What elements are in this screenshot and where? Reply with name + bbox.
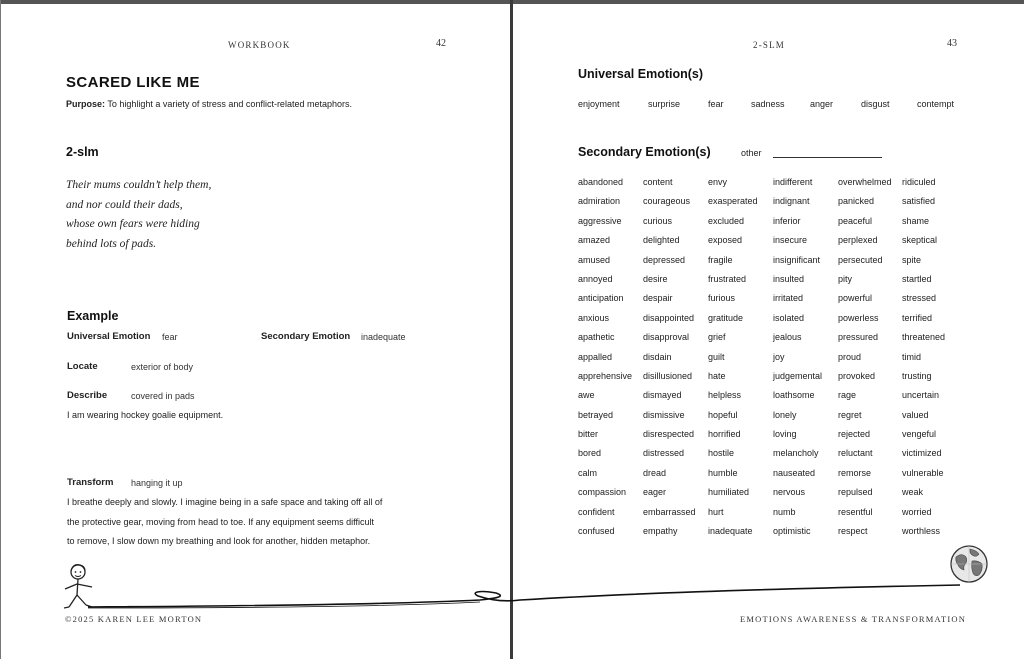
- secondary-emotions-column: [838, 177, 892, 545]
- secondary-emotion-item: indignant: [773, 196, 810, 207]
- secondary-emotion-item: skeptical: [902, 235, 938, 246]
- secondary-emotions-column: [708, 177, 758, 545]
- secondary-emotion-item: humiliated: [708, 487, 750, 498]
- secondary-emotion-item: pity: [838, 273, 853, 284]
- secondary-emotion-item: stressed: [902, 293, 937, 304]
- secondary-emotion-item: admiration: [578, 196, 621, 207]
- describe-text: I am wearing hockey goalie equipment.: [67, 410, 224, 420]
- poem-line: behind lots of pads.: [66, 237, 157, 250]
- secondary-emotion-item: victimized: [902, 448, 942, 459]
- secondary-emotion-item: resentful: [838, 506, 873, 517]
- secondary-emotion-item: eager: [643, 487, 667, 498]
- secondary-emotion-item: exasperated: [708, 196, 758, 207]
- secondary-emotion-item: confident: [578, 506, 615, 517]
- secondary-emotion-item: embarrassed: [643, 506, 696, 517]
- secondary-emotion-item: reluctant: [838, 448, 873, 459]
- secondary-emotion-item: panicked: [838, 196, 875, 207]
- secondary-emotion-item: trusting: [902, 370, 932, 381]
- secondary-emotion-item: dismissive: [643, 409, 685, 420]
- secondary-emotion-item: hopeful: [708, 409, 738, 420]
- secondary-emotion-item: apprehensive: [578, 370, 633, 381]
- universal-emotions-row: [578, 99, 978, 111]
- secondary-emotion-item: powerful: [838, 293, 873, 304]
- secondary-emotion-item: aggressive: [578, 215, 622, 226]
- universal-emotion: contempt: [917, 99, 955, 109]
- secondary-emotion-item: joy: [773, 351, 785, 362]
- secondary-emotion-item: isolated: [773, 312, 805, 323]
- secondary-emotion-item: disrespected: [643, 429, 695, 440]
- transform-text-line: the protective gear, moving from head to toe. If any equipment seems difficult: [67, 517, 375, 527]
- secondary-emotion-item: betrayed: [578, 409, 614, 420]
- example-heading: Example: [67, 309, 119, 323]
- secondary-emotion-item: rage: [838, 390, 857, 401]
- secondary-emotion-item: inadequate: [708, 526, 753, 537]
- universal-emotion-label: Universal Emotion: [67, 331, 151, 342]
- secondary-emotion-item: furious: [708, 293, 736, 304]
- secondary-emotion-item: anticipation: [578, 293, 624, 304]
- secondary-emotions-column: [643, 177, 696, 545]
- poem-line: and nor could their dads,: [66, 198, 183, 211]
- secondary-emotion-item: excluded: [708, 215, 745, 226]
- universal-emotion: disgust: [861, 99, 890, 109]
- secondary-emotion-item: numb: [773, 506, 796, 517]
- secondary-emotions-column: [578, 177, 632, 545]
- secondary-emotion-item: horrified: [708, 429, 741, 440]
- other-label: other: [741, 148, 762, 158]
- secondary-emotion-item: anxious: [578, 312, 610, 323]
- secondary-emotion-item: proud: [838, 351, 862, 362]
- secondary-emotion-item: hurt: [708, 506, 724, 517]
- secondary-emotion-item: powerless: [838, 312, 879, 323]
- secondary-emotion-item: timid: [902, 351, 922, 362]
- secondary-emotion-item: vengeful: [902, 429, 937, 440]
- poem-line: Their mums couldn’t help them,: [66, 179, 212, 191]
- secondary-emotion-item: frustrated: [708, 273, 747, 284]
- secondary-emotion-item: despair: [643, 293, 673, 304]
- secondary-emotion-item: rejected: [838, 429, 871, 440]
- secondary-emotion-item: nauseated: [773, 467, 816, 478]
- secondary-emotion-item: pressured: [838, 332, 879, 343]
- secondary-emotion-item: ridiculed: [902, 177, 936, 187]
- secondary-emotion-item: jealous: [773, 332, 802, 343]
- secondary-emotion-label: Secondary Emotion: [261, 331, 351, 342]
- secondary-emotion-item: regret: [838, 409, 862, 420]
- secondary-emotion-item: content: [643, 177, 673, 187]
- other-write-in-line: [773, 157, 882, 158]
- locate-label: Locate: [67, 361, 98, 372]
- secondary-emotion-item: spite: [902, 254, 922, 265]
- secondary-emotion-item: hate: [708, 370, 726, 381]
- globe-icon: [948, 543, 990, 585]
- secondary-emotion-item: valued: [902, 409, 929, 420]
- secondary-emotion-item: peaceful: [838, 215, 873, 226]
- secondary-emotion-item: insecure: [773, 235, 808, 246]
- secondary-emotion-item: disapproval: [643, 332, 690, 343]
- secondary-emotion-item: amazed: [578, 235, 611, 246]
- secondary-emotion-item: envy: [708, 177, 728, 187]
- secondary-emotion-item: indifferent: [773, 177, 813, 187]
- secondary-emotion-item: abandoned: [578, 177, 624, 187]
- universal-emotion: enjoyment: [578, 99, 620, 109]
- secondary-emotion-item: disdain: [643, 351, 672, 362]
- right-running-head: 2-SLM: [753, 40, 786, 50]
- secondary-emotion-item: dismayed: [643, 390, 682, 401]
- secondary-emotion-item: remorse: [838, 467, 872, 478]
- secondary-emotion-item: insignificant: [773, 254, 821, 265]
- secondary-emotion-item: dread: [643, 467, 667, 478]
- transform-label: Transform: [67, 477, 114, 488]
- secondary-emotion-item: depressed: [643, 254, 686, 265]
- left-page-number: 42: [436, 38, 446, 49]
- secondary-emotion-item: curious: [643, 215, 673, 226]
- secondary-emotion-item: vulnerable: [902, 467, 944, 478]
- page-title: SCARED LIKE ME: [66, 74, 200, 91]
- secondary-emotion-item: perplexed: [838, 235, 878, 246]
- secondary-emotion-item: bitter: [578, 429, 599, 440]
- universal-emotion: fear: [708, 99, 724, 109]
- describe-value: covered in pads: [131, 391, 195, 401]
- universal-emotion: surprise: [648, 99, 681, 109]
- secondary-emotion-item: judgemental: [773, 370, 823, 381]
- secondary-emotion-item: guilt: [708, 351, 725, 362]
- secondary-emotion-item: humble: [708, 467, 738, 478]
- secondary-emotion-item: disillusioned: [643, 370, 693, 381]
- secondary-emotion-item: delighted: [643, 235, 680, 246]
- secondary-emotion-item: desire: [643, 273, 668, 284]
- secondary-emotion-item: satisfied: [902, 196, 936, 207]
- secondary-emotion-item: inferior: [773, 215, 801, 226]
- purpose-text: To highlight a variety of stress and conflict-related metaphors.: [107, 99, 352, 109]
- secondary-emotion-item: repulsed: [838, 487, 873, 498]
- universal-emotion-value: fear: [162, 332, 178, 342]
- secondary-emotion-item: distressed: [643, 448, 685, 459]
- secondary-emotion-item: gratitude: [708, 312, 744, 323]
- code-heading: 2-slm: [66, 145, 99, 159]
- universal-emotion: sadness: [751, 99, 785, 109]
- secondary-emotion-item: insulted: [773, 273, 805, 284]
- secondary-emotion-item: respect: [838, 526, 868, 537]
- secondary-emotion-item: weak: [902, 487, 924, 498]
- transform-value: hanging it up: [131, 478, 183, 488]
- secondary-emotion-item: nervous: [773, 487, 806, 498]
- secondary-emotion-item: bored: [578, 448, 602, 459]
- secondary-emotion-item: loving: [773, 429, 797, 440]
- secondary-emotion-item: appalled: [578, 351, 613, 362]
- secondary-emotion-item: worthless: [902, 526, 941, 537]
- secondary-emotion-item: grief: [708, 332, 726, 343]
- secondary-emotions-column: [902, 177, 945, 545]
- secondary-emotions-column: [773, 177, 822, 545]
- secondary-emotion-item: courageous: [643, 196, 691, 207]
- secondary-emotion-item: apathetic: [578, 332, 615, 343]
- purpose-label: Purpose:: [66, 99, 106, 109]
- secondary-emotion-item: amused: [578, 254, 611, 265]
- secondary-emotion-item: melancholy: [773, 448, 819, 459]
- locate-value: exterior of body: [131, 362, 194, 372]
- poem-line: whose own fears were hiding: [66, 218, 200, 230]
- describe-label: Describe: [67, 390, 108, 401]
- secondary-emotion-item: irritated: [773, 293, 804, 304]
- secondary-emotion-item: startled: [902, 273, 932, 284]
- secondary-emotion-item: fragile: [708, 254, 733, 265]
- transform-text-line: I breathe deeply and slowly. I imagine being in a safe space and taking off all of: [67, 497, 383, 507]
- left-running-head: WORKBOOK: [228, 40, 291, 50]
- universal-emotions-heading: Universal Emotion(s): [578, 67, 704, 81]
- secondary-emotion-item: confused: [578, 526, 615, 537]
- secondary-emotion-item: threatened: [902, 332, 946, 343]
- secondary-emotion-item: empathy: [643, 526, 678, 537]
- secondary-emotion-item: exposed: [708, 235, 743, 246]
- right-page-number: 43: [947, 38, 957, 49]
- secondary-emotion-value: inadequate: [361, 332, 406, 342]
- secondary-emotion-item: annoyed: [578, 273, 613, 284]
- secondary-emotion-item: overwhelmed: [838, 177, 892, 187]
- secondary-emotion-item: persecuted: [838, 254, 883, 265]
- secondary-emotion-item: shame: [902, 215, 930, 226]
- secondary-emotion-item: provoked: [838, 370, 876, 381]
- secondary-emotion-item: calm: [578, 467, 598, 478]
- secondary-emotion-item: compassion: [578, 487, 627, 498]
- secondary-emotion-item: helpless: [708, 390, 742, 401]
- secondary-emotion-item: optimistic: [773, 526, 811, 537]
- right-footer: EMOTIONS AWARENESS & TRANSFORMATION: [740, 614, 967, 624]
- secondary-emotion-item: loathsome: [773, 390, 815, 401]
- universal-emotion: anger: [810, 99, 834, 109]
- secondary-emotion-item: awe: [578, 390, 595, 401]
- secondary-emotion-item: lonely: [773, 409, 797, 420]
- secondary-emotion-item: disappointed: [643, 312, 695, 323]
- transform-text-line: to remove, I slow down my breathing and look for another, hidden metaphor.: [67, 536, 371, 546]
- secondary-emotions-heading: Secondary Emotion(s): [578, 145, 711, 159]
- secondary-emotion-item: uncertain: [902, 390, 940, 401]
- secondary-emotion-item: hostile: [708, 448, 735, 459]
- secondary-emotion-item: terrified: [902, 312, 933, 323]
- left-footer: ©2025 KAREN LEE MORTON: [65, 614, 203, 624]
- secondary-emotion-item: worried: [902, 506, 932, 517]
